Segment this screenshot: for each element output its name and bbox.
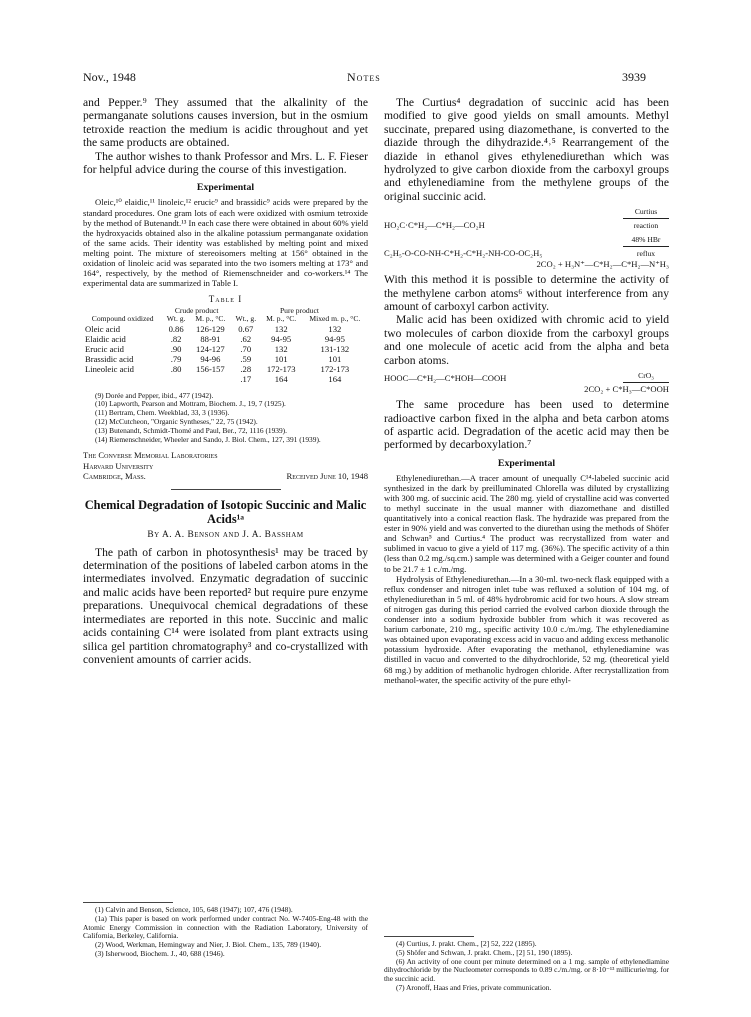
- paragraph: The same procedure has been used to determine radioactive carbon fixed in the alpha and beta carbon atoms of aspartic acid. Degradation of the acetic acid may then be performed by decarboxylation.⁷: [384, 398, 669, 452]
- data-table: [83, 307, 368, 383]
- table-cell: 131-132: [320, 343, 350, 354]
- equation-product: 2CO₂ + H₃N⁺—C*H₂—C*H₂—N⁺H₃: [536, 259, 669, 270]
- footnote: (2) Wood, Werkman, Hemingway and Nier, J. Biol. Chem., 135, 789 (1940).: [95, 940, 322, 950]
- reference-item: (9) Dorée and Pepper, ibid., 477 (1942).: [95, 390, 214, 400]
- table-cell: 132: [328, 323, 342, 334]
- footnote: (3) Isherwood, Biochem. J., 40, 688 (1946).: [95, 948, 225, 958]
- footnote: (5) Shöfer and Schwan, J. prakt. Chem., [2] 51, 190 (1895).: [396, 947, 573, 957]
- table-cell: 164: [274, 373, 288, 384]
- table-group-header: Crude product: [174, 306, 219, 316]
- table-cell: .80: [170, 363, 182, 374]
- intro-paragraph: The path of carbon in photosynthesis¹ may be traced by determination of the positions of labeled carbon atoms in the intermediates involved. Enzymatic degradation of succinic and malic acids have been reported² but require pure enzyme preparations. Unequivocal chemical degradations of these intermediates are reported in this note. Succinic and malic acids containing C¹⁴ were isolated from plant extracts using silica gel partition chromatography³ and co-crystallized with convenient amounts of carrier acids.: [83, 545, 368, 666]
- arrow-label-top: CrO₃: [638, 371, 654, 381]
- table-cell: 132: [274, 343, 288, 354]
- arrow-label-top: Curtius: [634, 207, 658, 217]
- table-row: [83, 324, 368, 334]
- table-cell: .82: [170, 333, 182, 344]
- right-column: [384, 96, 669, 685]
- equation-hydrolysis: [384, 234, 669, 270]
- table-cell: 124-127: [196, 343, 225, 354]
- arrow-label-bottom: reflux: [636, 249, 656, 259]
- affiliation-line: The Converse Memorial Laboratories: [83, 450, 218, 461]
- table-header: Wt. g.: [166, 314, 186, 324]
- equation-product: 2CO₂ + C*H₃—C*OOH: [584, 384, 669, 395]
- acknowledgment: The author wishes to thank Professor and Mrs. L. F. Fieser for helpful advice during the course of this investigation.: [83, 149, 368, 177]
- footnote: (1a) This paper is based on work performed under contract No. W-7405-Eng-48 with the Atomic Energy Commission in connection with the Radiation Laboratory, University of California, Berkeley, California.: [83, 913, 368, 941]
- table-cell: [83, 374, 162, 384]
- footnote-rule: [83, 902, 173, 903]
- experimental-text: Ethylenediurethan.—A tracer amount of unequally C¹⁴-labeled succinic acid synthesized in the dark by preilluminated Chlorella was diluted by crystallizing with 300 mg. of succinic acid. The 280 mg. yield of crystalline acid was converted to methyl succinate in the usual manner with diazomethane and distilled quantitatively into a conical reaction flask. The hydrazide was prepared from the ester in 90% yield and was converted to the diurethan using the methods of Shöfer and Schwan⁵ and Curtius.⁴ The product was recrystallized from water and sublimed in vacuo to give a yield of 117 mg. (36%). The specific activity of a thin (less than 0.2 mg./sq.cm.) sample was determined with a Geiger counter and found to be 21.7 ± 1 c./m./mg.: [384, 472, 669, 574]
- footnotes-left: [83, 906, 368, 959]
- received-date: Received June 10, 1948: [286, 470, 368, 481]
- table-group-header: Pure product: [279, 306, 319, 316]
- table-cell: 88-91: [200, 333, 221, 344]
- table-cell: .28: [240, 363, 252, 374]
- footnote-rule: [384, 936, 474, 937]
- reaction-arrow: [623, 370, 669, 384]
- table-cell: 172-173: [320, 363, 350, 374]
- experimental-text: Oleic,¹⁰ elaidic,¹¹ linoleic,¹² erucic⁹ and brassidic⁹ acids were prepared by the standard procedures. One gram lots of each were oxidized with osmium tetroxide by the method of Butenandt.¹³ In each case there were obtained in about 60% yield the hydroxyacids obtained also in the alkaline potassium permanganate oxidation of the same acids. Their identity was established by melting point and mixed melting point. The mixture of stereoisomers melting at 156° obtained in the oxidation of linoleic acid was separated into the two isomers melting at 173° and 164°, respectively, by the method of Riemenschneider and co-workers.¹⁴ The experimental data are summarized in Table I.: [83, 197, 368, 289]
- reference-item: (12) McCutcheon, "Organic Syntheses," 22, 75 (1942).: [95, 417, 258, 427]
- table-cell: 101: [274, 353, 288, 364]
- reaction-arrow: [623, 206, 669, 231]
- paragraph: The Curtius⁴ degradation of succinic acid has been modified to give good yields on small amounts. Methyl succinate, prepared using diazomethane, is converted to the diazide through the dihydrazide.⁴˒⁵ Rearrangement of the diazide in ethanol gives ethylenediurethan which was hydrolyzed to give carbon dioxide from the carboxyl groups and ethylenediamine from the methylene groups of the original succinic acid.: [384, 96, 669, 203]
- table-cell: 126-129: [196, 323, 225, 334]
- table-header: M. p., °C.: [195, 314, 226, 324]
- reference-list: [83, 392, 368, 445]
- reference-item: (11) Bertram, Chem. Weekblad, 33, 3 (1936).: [95, 408, 230, 418]
- table-cell: .90: [170, 343, 182, 354]
- table-cell: .70: [240, 343, 252, 354]
- table-cell: Brassidic acid: [85, 353, 134, 364]
- table-header: Compound oxidized: [91, 314, 154, 324]
- table-cell: 0.67: [238, 323, 254, 334]
- table-header: Mixed m. p., °C.: [309, 314, 361, 324]
- footnote: (4) Curtius, J. prakt. Chem., [2] 52, 222 (1895).: [396, 939, 537, 948]
- experimental-text: Hydrolysis of Ethylenediurethan.—In a 30-ml. two-neck flask equipped with a reflux condenser and nitrogen inlet tube was refluxed a solution of 104 mg. of ethylenediurethan in 5 ml. of 48% hydrobromic acid for two hours. A slow stream of nitrogen gas during this period carried the evolved carbon dioxide through the condenser into a sodium hydroxide bubbler from which it was recovered as barium carbonate, 210 mg., specific activity 10.0 c./m./mg. The ethylenediamine was obtained upon evaporating excess acid in vacuo and adding excess methanolic potassium hydroxide. After evaporating the methanol, ethylenediamine was distilled in vacuo and converted to the dihydrochloride, 52 mg. (theoretical yield 68 mg.) by addition of methanolic hydrogen chloride. After recrystallization from methanol-water, the specific activity of the pure ethyl-: [384, 573, 669, 685]
- page-number: 3939: [622, 70, 646, 84]
- paragraph: With this method it is possible to determine the activity of the methylene carbon atoms⁶ without interference from any amount of carboxyl carbon activity.: [384, 273, 669, 314]
- arrow-label-top: 48% HBr: [631, 235, 661, 245]
- paragraph: Malic acid has been oxidized with chromic acid to yield two molecules of carbon dioxide from the carboxyl groups and one molecule of acetic acid from the alpha and beta carbon atoms.: [384, 313, 669, 367]
- table-cell: 132: [274, 323, 288, 334]
- table-cell: Erucic acid: [85, 343, 124, 354]
- reaction-arrow: [623, 234, 669, 259]
- table-cell: 172-173: [266, 363, 296, 374]
- equation-curtius: [384, 206, 669, 231]
- running-header-date: Nov., 1948: [83, 70, 136, 84]
- table-cell: 101: [328, 353, 342, 364]
- footnote: (7) Aronoff, Haas and Fries, private communication.: [396, 982, 552, 992]
- table-row: [83, 354, 368, 364]
- paragraph: and Pepper.⁹ They assumed that the alkalinity of the permanganate solutions causes inversion, but in the osmium tetroxide reaction the medium is acidic throughout and yet the same products are obtained.: [83, 96, 368, 150]
- table-cell: .59: [240, 353, 252, 364]
- table-cell: 164: [328, 373, 342, 384]
- byline: By A. A. Benson and J. A. Bassham: [147, 529, 304, 540]
- table-cell: Elaidic acid: [85, 333, 126, 344]
- table-cell: 94-95: [324, 333, 345, 344]
- table-cell: 156-157: [196, 363, 225, 374]
- table-row: [83, 374, 368, 384]
- running-header-section: Notes: [347, 70, 381, 84]
- affiliation-block: [83, 450, 368, 480]
- table-cell: .79: [170, 353, 182, 364]
- table-header: M. p., °C.: [266, 314, 297, 324]
- article-title: Chemical Degradation of Isotopic Succinic and Malic Acids¹ᵃ: [84, 497, 367, 526]
- table-cell: [190, 374, 231, 384]
- left-column: [83, 96, 368, 666]
- arrow-label-bottom: reaction: [633, 221, 659, 231]
- divider: [171, 489, 281, 490]
- table-cell: .62: [240, 333, 252, 344]
- equation-reactant: HOOC—C*H₂—C*HOH—COOH: [384, 373, 507, 384]
- table-cell: 94-96: [200, 353, 221, 364]
- table-row: [83, 364, 368, 374]
- affiliation-line: Harvard University: [83, 460, 154, 471]
- equation-reactant: C₂H₅-O-CO-NH-C*H₂-C*H₂-NH-CO-OC₂H₅: [384, 248, 543, 259]
- affiliation-line: Cambridge, Mass.: [83, 470, 146, 481]
- table-cell: 94-95: [271, 333, 292, 344]
- section-heading: Experimental: [497, 457, 556, 469]
- table-cell: Oleic acid: [85, 323, 121, 334]
- footnotes-right: [384, 940, 669, 993]
- table-cell: 0.86: [168, 323, 184, 334]
- reference-item: (10) Lapworth, Pearson and Mottram, Biochem. J., 19, 7 (1925).: [95, 399, 286, 409]
- footnote: (1) Calvin and Benson, Science, 105, 648 (1947); 107, 476 (1948).: [95, 905, 293, 914]
- reference-item: (13) Butenandt, Schmidt-Thomé and Paul, Ber., 72, 1116 (1939).: [95, 425, 287, 435]
- footnote: (6) An activity of one count per minute determined on a 1 mg. sample of ethylenediamine dihydrochloride by the Nucleometer corresponds to 0.89 c./m./mg. or 8·10⁻¹³ millicurie/mg. for the succinic acid.: [384, 956, 669, 984]
- table-cell: [162, 374, 189, 384]
- table-header: Wt., g.: [235, 314, 257, 324]
- table-cell: Lineoleic acid: [85, 363, 134, 374]
- table-row: [83, 344, 368, 354]
- reference-item: (14) Riemenschneider, Wheeler and Sando, J. Biol. Chem., 127, 391 (1939).: [95, 434, 321, 444]
- equation-reactant: HO₂C·C*H₂—C*H₂—CO₂H: [384, 220, 485, 231]
- table-row: [83, 334, 368, 344]
- section-heading: Experimental: [196, 182, 255, 194]
- table-title: Table I: [208, 294, 243, 305]
- equation-malic: [384, 370, 669, 395]
- table-cell: .17: [240, 373, 252, 384]
